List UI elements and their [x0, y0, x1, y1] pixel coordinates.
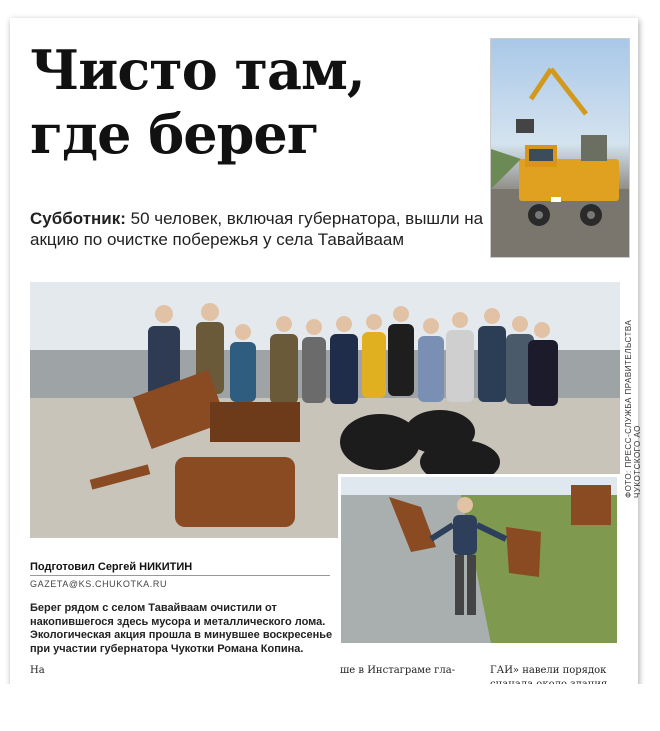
headline-line-2: где берег [30, 102, 319, 166]
headline [30, 38, 470, 166]
lead-paragraph [30, 208, 500, 250]
truck-illustration [491, 39, 629, 257]
intro-paragraph: Берег рядом с селом Тавайваам очистили от накопившегося здесь мусора и металлического лома. Экологическая акция прошла в минувшее воскресенье при участии губернатора Чукотки Романа Копина. [30, 602, 333, 655]
torn-edge [0, 684, 660, 727]
newspaper-page [10, 18, 642, 704]
lead-text: 50 человек, включая губернатора, вышли на акцию по очистке побережья у села Тавайваам [30, 209, 484, 249]
photo-credit: ФОТО: ПРЕСС-СЛУЖБА ПРАВИТЕЛЬСТВА ЧУКОТСКОГО АО [624, 319, 642, 498]
byline-divider [30, 575, 330, 576]
byline: Подготовил Сергей НИКИТИН [30, 561, 193, 573]
photo-man-carrying-scrap [338, 474, 620, 646]
headline-line-1: Чисто там, [30, 38, 365, 102]
lead-label: Субботник: [30, 209, 126, 228]
body-column-2: ше в Инстаграме гла- [340, 665, 456, 676]
author-email[interactable]: GAZETA@KS.CHUKOTKA.RU [30, 579, 168, 589]
body-column-1: На [30, 665, 45, 676]
body-column-3: ГАИ» навели порядок [490, 665, 607, 676]
photo-truck-excavator [490, 38, 630, 258]
man-illustration [341, 477, 617, 643]
